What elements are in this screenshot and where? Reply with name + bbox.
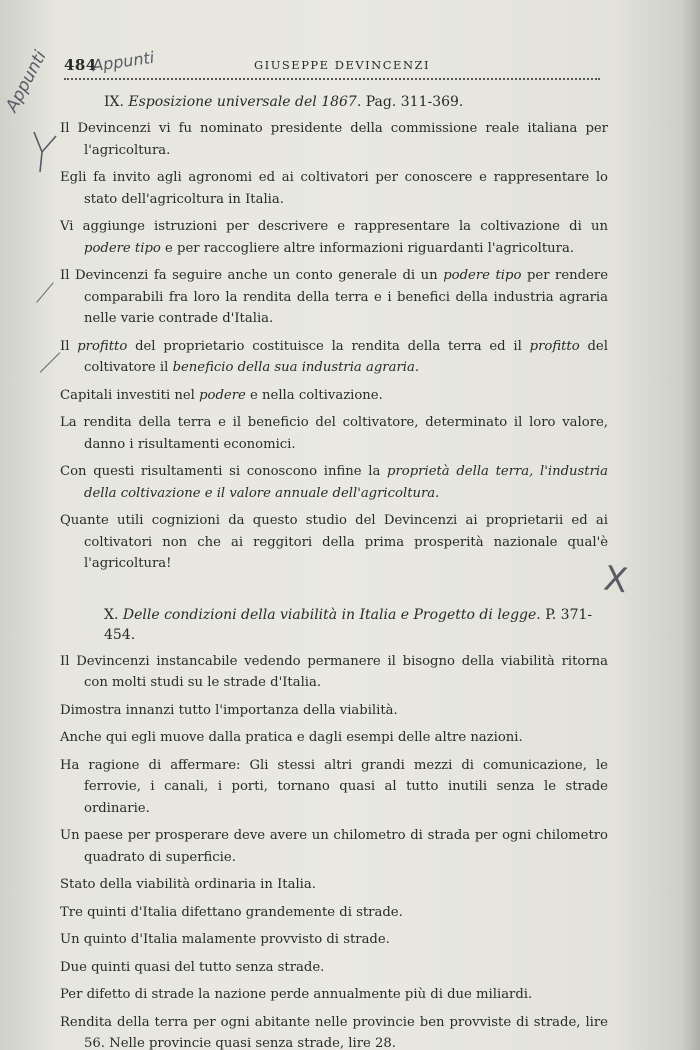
paragraph: La rendita della terra e il beneficio del coltivatore, determinato il loro valore, danno i risultamenti economici. [60, 415, 608, 452]
paragraph: Il profitto del proprietario costituisce la rendita della terra ed il profitto del coltivatore il beneficio della sua industria agraria. [60, 338, 608, 375]
paragraph: Capitali investiti nel podere e nella coltivazione. [60, 387, 383, 403]
paragraph: Con questi risultamenti si conoscono infine la proprietà della terra, l'industria della coltivazione e il valore annuale dell'agricoltura. [60, 464, 608, 501]
handwritten-dash-mark [40, 352, 61, 373]
paragraph: Un quinto d'Italia malamente provvisto di strade. [60, 932, 390, 947]
paragraph: Per difetto di strade la nazione perde annualmente più di due miliardi. [60, 987, 533, 1002]
paragraph: Quante utili cognizioni da questo studio del Devincenzi ai proprietarii ed ai coltivatori non che ai reggitori della prima prosperità nazionale qual'è l'agricoltura! [60, 513, 608, 571]
paragraph: Rendita della terra per ogni abitante nelle provincie ben provviste di strade, lire 56. Nelle provincie quasi senza strade, lire 28. [60, 1014, 608, 1050]
paragraph: Anche qui egli muove dalla pratica e dagli esempi delle altre nazioni. [60, 730, 523, 745]
paragraph: Il Devincenzi vi fu nominato presidente della commissione reale italiana per l'agricoltura. [60, 121, 608, 158]
page-number: 484 [64, 56, 97, 74]
paragraph: Vi aggiunge istruzioni per descrivere e rappresentare la coltivazione di un podere tipo e per raccogliere altre informazioni riguardanti l'agricoltura. [60, 219, 608, 256]
paragraph: Un paese per prosperare deve avere un chilometro di strada per ogni chilometro quadrato di superficie. [60, 828, 608, 865]
paragraph: Dimostra innanzi tutto l'importanza della viabilità. [60, 702, 398, 718]
paragraph: Stato della viabilità ordinaria in Italia. [60, 877, 316, 892]
header-dotted-rule [64, 78, 600, 80]
paragraph: Egli fa invito agli agronomi ed ai coltivatori per conoscere e rappresentare lo stato dell'agricoltura in Italia. [60, 170, 608, 207]
handwritten-dash-mark [36, 282, 53, 303]
handwritten-x-mark: X [601, 558, 630, 602]
handwritten-note-top: Appunti [90, 47, 156, 76]
handwritten-note-margin: Appunti [2, 47, 51, 116]
paragraph: Tre quinti d'Italia difettano grandemente di strade. [60, 904, 403, 920]
paragraph: Il Devincenzi instancabile vedendo permanere il bisogno della viabilità ritorna con molti studi su le strade d'Italia. [60, 653, 608, 690]
section-ix-title: IX. Esposizione universale del 1867. Pag. 311-369. [104, 94, 464, 110]
page-edge-shadow [682, 0, 700, 1050]
section-x-title: X. Delle condizioni della viabilità in Italia e Progetto di legge. P. 371-454. [104, 606, 593, 643]
handwritten-check-mark [30, 128, 60, 176]
paragraph: Due quinti quasi del tutto senza strade. [60, 959, 325, 975]
running-head: GIUSEPPE DEVINCENZI [254, 58, 431, 72]
body-text [60, 92, 608, 1050]
paragraph: Il Devincenzi fa seguire anche un conto generale di un podere tipo per rendere comparabili fra loro la rendita della terra e i benefici della industria agraria nelle varie contrade d'Italia. [60, 268, 608, 326]
paragraph: Ha ragione di affermare: Gli stessi altri grandi mezzi di comunicazione, le ferrovie, i canali, i porti, tornano quasi al tutto inutili senza le strade ordinarie. [60, 757, 608, 816]
